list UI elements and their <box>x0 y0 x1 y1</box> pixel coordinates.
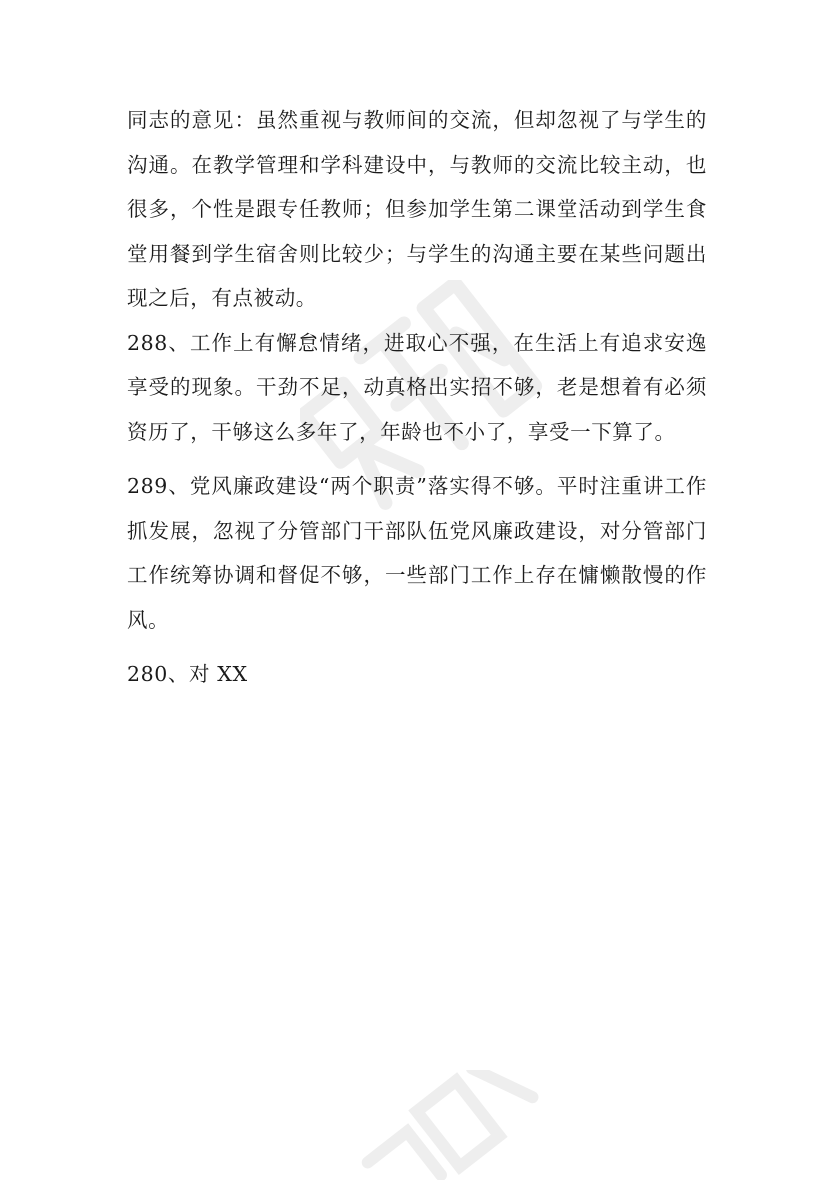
paragraph-opinion: 同志的意见：虽然重视与教师间的交流，但却忽视了与学生的沟通。在教学管理和学科建设中，与教师的交流比较主动，也很多，个性是跟专任教师；但参加学生第二课堂活动到学生食堂用餐到学生宿舍则比较少；与学生的沟通主要在某些问题出现之后，有点被动。 <box>127 108 707 310</box>
watermark-graphic-bottom <box>330 1070 550 1180</box>
paragraph-280: 280、对 XX <box>127 662 248 686</box>
paragraph-288: 288、工作上有懈怠情绪，进取心不强，在生活上有追求安逸享受的现象。干劲不足，动真格出实招不够，老是想着有必须资历了，干够这么多年了，年龄也不小了，享受一下算了。 <box>127 330 707 444</box>
document-body <box>127 98 707 707</box>
paragraph-289: 289、党风廉政建设“两个职责”落实得不够。平时注重讲工作抓发展，忽视了分管部门干部队伍党风廉政建设，对分管部门工作统筹协调和督促不够，一些部门工作上存在慵懒散慢的作风。 <box>127 474 707 632</box>
